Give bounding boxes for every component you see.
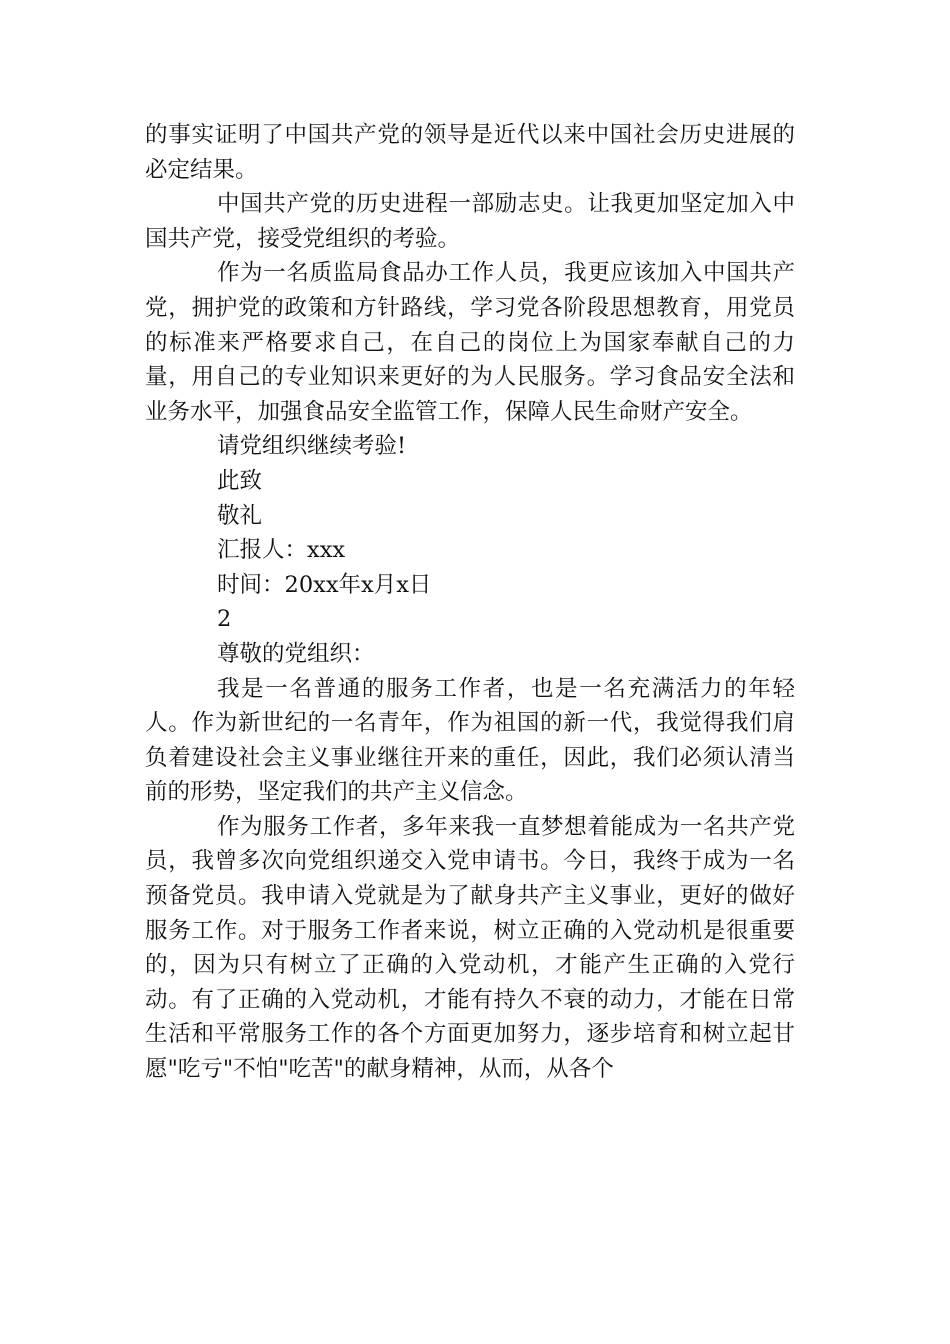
paragraph-1: 的事实证明了中国共产党的领导是近代以来中国社会历史进展的必定结果。	[145, 122, 795, 183]
paragraph-intro: 我是一名普通的服务工作者，也是一名充满活力的年轻人。作为新世纪的一名青年，作为祖国的新一代，我觉得我们肩负着建设社会主义事业继往开来的重任，因此，我们必须认清当前的形势，坚定我们的共产主义信念。	[145, 675, 795, 806]
reporter-line: 汇报人：xxx	[217, 537, 346, 564]
paragraph-motivation: 作为服务工作者，多年来我一直梦想着能成为一名共产党员，我曾多次向党组织递交入党申请书。今日，我终于成为一名预备党员。我申请入党就是为了献身共产主义事业，更好的做好服务工作。对于服务工作者来说，树立正确的入党动机是很重要的，因为只有树立了正确的入党动机，才能产生正确的入党行动。有了正确的入党动机，才能有持久不衰的动力，才能在日常生活和平常服务工作的各个方面更加努力，逐步培育和树立起甘愿"吃亏"不怕"吃苦"的献身精神，从而，从各个	[145, 813, 795, 1083]
closing-request: 请党组织继续考验!	[217, 433, 407, 460]
section-number: 2	[217, 606, 232, 633]
paragraph-3: 作为一名质监局食品办工作人员，我更应该加入中国共产党，拥护党的政策和方针路线，学习党各阶段思想教育，用党员的标准来严格要求自己，在自己的岗位上为国家奉献自己的力量，用自己的专业知识来更好的为人民服务。学习食品安全法和业务水平，加强食品安全监管工作，保障人民生命财产安全。	[145, 260, 795, 425]
document-page	[145, 118, 795, 1087]
salutation-cizhi: 此致	[217, 467, 263, 494]
letter-greeting: 尊敬的党组织：	[217, 640, 375, 667]
paragraph-2: 中国共产党的历史进程一部励志史。让我更加坚定加入中国共产党，接受党组织的考验。	[145, 191, 795, 252]
salutation-jingli: 敬礼	[217, 502, 263, 529]
date-line: 时间：20xx年x月x日	[217, 571, 432, 598]
